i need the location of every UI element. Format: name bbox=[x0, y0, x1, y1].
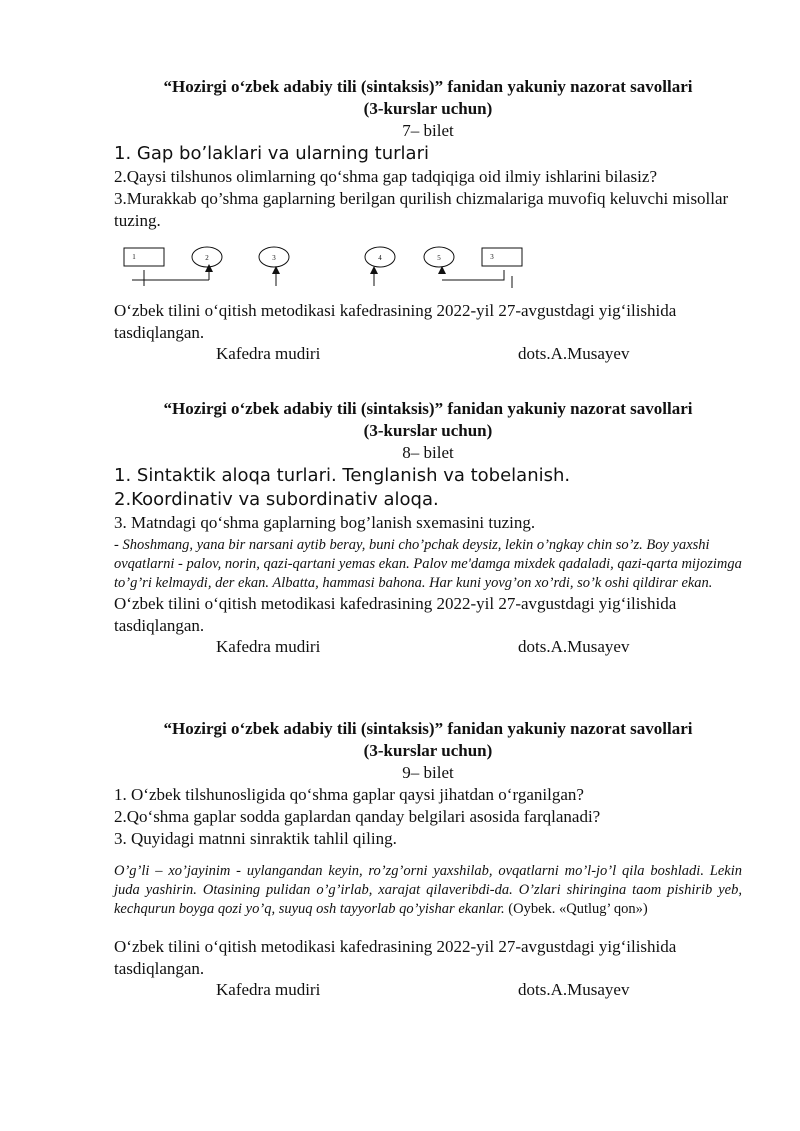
scheme-diagram bbox=[114, 242, 742, 294]
ticket-subtitle: (3-kurslar uchun) bbox=[363, 421, 493, 440]
sentence-structure-scheme bbox=[114, 242, 742, 294]
scheme-label-6: 3 bbox=[490, 253, 494, 261]
question-2: 2.Qaysi tilshunos olimlarning qo‘shma gap tadqiqiga oid ilmiy ishlarini bilasiz? bbox=[114, 167, 657, 186]
head-label: Kafedra mudiri bbox=[216, 980, 321, 999]
scheme-connector-left bbox=[132, 270, 209, 286]
ticket-7 bbox=[114, 76, 742, 368]
ticket-subtitle: (3-kurslar uchun) bbox=[363, 99, 493, 118]
excerpt-body: O’g’li – xo’jayinim - uylangandan keyin, ro’zg’orni yaxshilab, ovqatlarni mo’l-jo’l qila boshladi. Lekin juda yashirin. Otasining pulidan o’g’irlab, xarajat qilaveribdi-da. O’zlari shiringina taom pishirib yeb, kechqurun boyga qozi yo’q, suyuq osh tayyorlab qo’yishar ekanlar. bbox=[114, 863, 742, 917]
question-1: 1. Sintaktik aloqa turlari. Tenglanish va tobelanish. bbox=[114, 465, 571, 486]
head-label: Kafedra mudiri bbox=[216, 637, 321, 656]
scheme-label-3: 3 bbox=[272, 254, 276, 262]
scheme-box-1 bbox=[124, 248, 164, 266]
scheme-label-5: 5 bbox=[437, 254, 441, 262]
question-3: 3.Murakkab qo’shma gaplarning berilgan qurilish chizmalariga muvofiq keluvchi misollar tuzing. bbox=[114, 189, 729, 230]
head-name: dots.A.Musayev bbox=[518, 637, 630, 656]
approval-text: O‘zbek tilini o‘qitish metodikasi kafedrasining 2022-yil 27-avgustdagi yig‘ilishida tasdiqlangan. bbox=[114, 301, 677, 342]
ticket-number: 7– bilet bbox=[402, 121, 454, 140]
ticket-subtitle: (3-kurslar uchun) bbox=[363, 741, 493, 760]
approval-text: O‘zbek tilini o‘qitish metodikasi kafedrasining 2022-yil 27-avgustdagi yig‘ilishida tasdiqlangan. bbox=[114, 594, 677, 635]
ticket-number: 9– bilet bbox=[402, 763, 454, 782]
question-3: 3. Quyidagi matnni sinraktik tahlil qiling. bbox=[114, 829, 397, 848]
head-label: Kafedra mudiri bbox=[216, 344, 321, 363]
ticket-9 bbox=[114, 718, 742, 1004]
scheme-label-4: 4 bbox=[378, 254, 382, 262]
signature-line bbox=[114, 637, 742, 661]
text-excerpt: - Shoshmang, yana bir narsani aytib beray, buni cho’pchak deysiz, lekin o’ngkay chin so’z. Boy yaxshi ovqatlarni - palov, norin, qazi-qartani yemas ekan. Palov me'damga mixdek qadaladi, qazi-qarta mijozimga to’g’ri kelmaydi, der ekan. Albatta, hammasi bahona. Har kuni yovg’on xo’rdi, so’k oshi qildirar ekan. bbox=[114, 537, 742, 591]
head-name: dots.A.Musayev bbox=[518, 344, 630, 363]
ticket-title: “Hozirgi o‘zbek adabiy tili (sintaksis)” fanidan yakuniy nazorat savollari bbox=[163, 77, 693, 96]
head-name: dots.A.Musayev bbox=[518, 980, 630, 999]
question-1: 1. Gap bo’laklari va ularning turlari bbox=[114, 143, 429, 164]
scheme-box-6 bbox=[482, 248, 522, 266]
signature-line bbox=[114, 344, 742, 368]
scheme-connector-right bbox=[442, 270, 512, 288]
signature-line bbox=[114, 980, 742, 1004]
ticket-title: “Hozirgi o‘zbek adabiy tili (sintaksis)” fanidan yakuniy nazorat savollari bbox=[163, 399, 693, 418]
text-excerpt bbox=[114, 862, 742, 919]
ticket-8 bbox=[114, 398, 742, 661]
question-2: 2.Qo‘shma gaplar sodda gaplardan qanday belgilari asosida farqlanadi? bbox=[114, 807, 601, 826]
scheme-arrowhead-1 bbox=[205, 264, 213, 272]
question-2: 2.Koordinativ va subordinativ aloqa. bbox=[114, 489, 439, 510]
question-1: 1. O‘zbek tilshunosligida qo‘shma gaplar qaysi jihatdan o‘rganilgan? bbox=[114, 785, 584, 804]
excerpt-source: (Oybek. «Qutlug’ qon») bbox=[508, 901, 648, 917]
question-3: 3. Matndagi qo‘shma gaplarning bog’lanish sxemasini tuzing. bbox=[114, 513, 536, 532]
scheme-label-1: 1 bbox=[132, 253, 136, 261]
ticket-title: “Hozirgi o‘zbek adabiy tili (sintaksis)” fanidan yakuniy nazorat savollari bbox=[163, 719, 693, 738]
approval-text: O‘zbek tilini o‘qitish metodikasi kafedrasining 2022-yil 27-avgustdagi yig‘ilishida tasdiqlangan. bbox=[114, 937, 677, 978]
ticket-number: 8– bilet bbox=[402, 443, 454, 462]
scheme-label-2: 2 bbox=[205, 254, 209, 262]
